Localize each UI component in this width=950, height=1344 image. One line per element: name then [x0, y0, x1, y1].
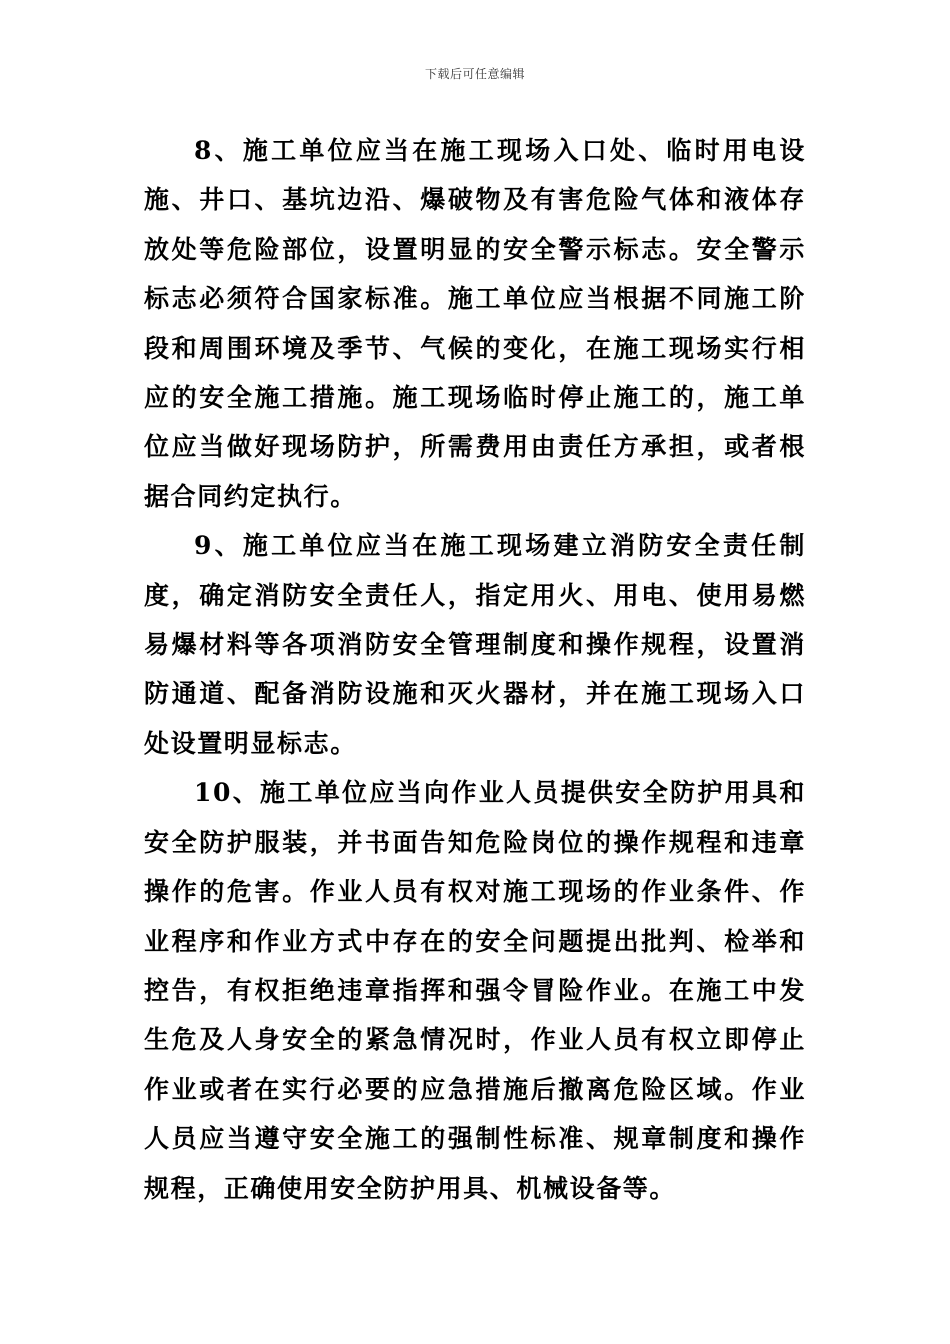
- paragraph-8: 8、施工单位应当在施工现场入口处、临时用电设施、井口、基坑边沿、爆破物及有害危险气体和液体存放处等危险部位，设置明显的安全警示标志。安全警示标志必须符合国家标准。施工单位应当根据不同施工阶段和周围环境及季节、气候的变化，在施工现场实行相应的安全施工措施。施工现场临时停止施工的，施工单位应当做好现场防护，所需费用由责任方承担，或者根据合同约定执行。: [144, 136, 806, 511]
- paragraph-10: 10、施工单位应当向作业人员提供安全防护用具和安全防护服装，并书面告知危险岗位的操作规程和违章操作的危害。作业人员有权对施工现场的作业条件、作业程序和作业方式中存在的安全问题提出批判、检举和控告，有权拒绝违章指挥和强令冒险作业。在施工中发生危及人身安全的紧急情况时，作业人员有权立即停止作业或者在实行必要的应急措施后撤离危险区域。作业人员应当遵守安全施工的强制性标准、规章制度和操作规程，正确使用安全防护用具、机械设备等。: [144, 778, 806, 1203]
- document-body: [144, 126, 806, 1213]
- header-note: 下载后可任意编辑: [424, 67, 525, 81]
- paragraph-9: 9、施工单位应当在施工现场建立消防安全责任制度，确定消防安全责任人，指定用火、用电、使用易燃易爆材料等各项消防安全管理制度和操作规程，设置消防通道、配备消防设施和灭火器材，并在施工现场入口处设置明显标志。: [144, 531, 806, 758]
